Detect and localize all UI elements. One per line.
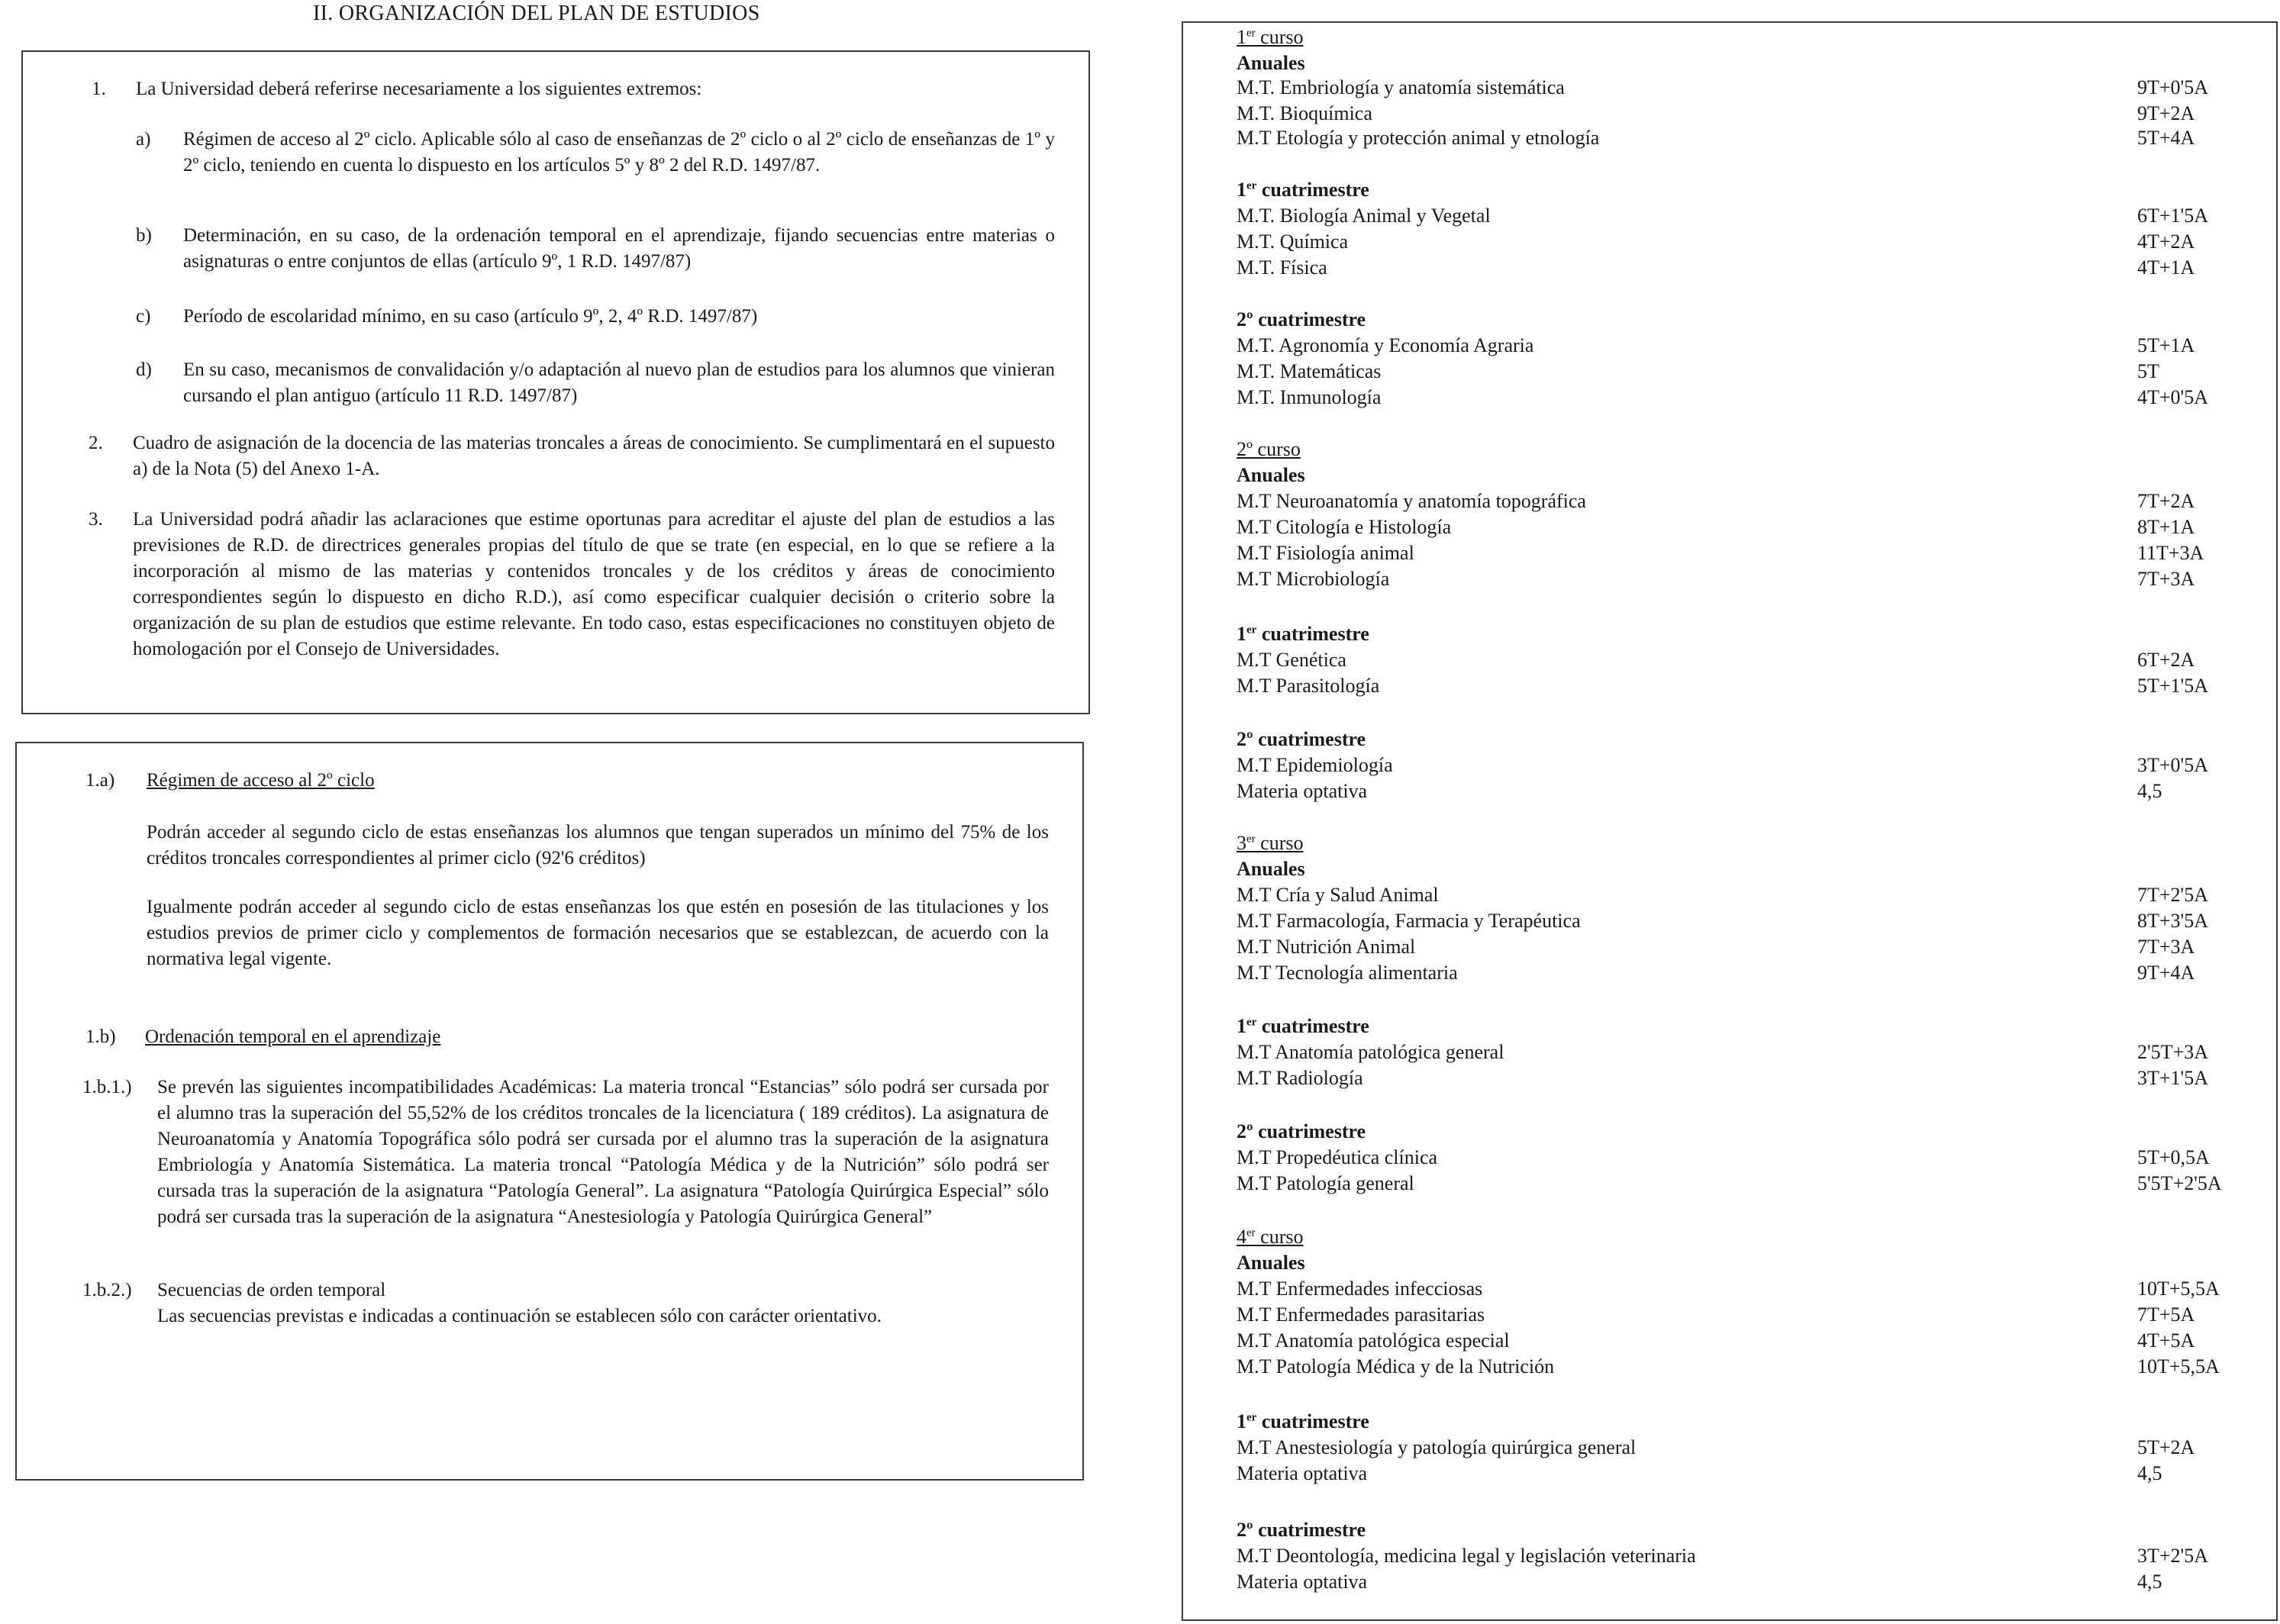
section-heading: Régimen de acceso al 2º ciclo — [147, 770, 375, 791]
section-heading: 1er cuatrimestre — [1237, 623, 1369, 645]
study-plan-box: 1er curso Anuales M.T. Embriología y anatomía sistemática 9T+0'5A M.T. Bioquímica 9T+2A M.T Etología y protección animal y etnología 5T+4A 1er cuatrimestre M.T. Biología Animal y Vegetal 6T+1'5A M.T. Química 4T+2A M.T. Física 4T+1A 2º cuatrimestre M.T. Agronomía y Economía Agraria 5T+1A M.T. Matemáticas 5T M.T. Inmunología 4T+0'5A 2º curso Anuales M.T Neuroanatomía y anatomía topográfica 7T+2A M.T Citología e Histología 8T+1A M.T Fisiología animal 11T+3A M.T Microbiología 7T+3A 1er cuatrimestre M.T Genética 6T+2A M.T Parasitología 5T+1'5A 2º cuatrimestre M.T Epidemiología 3T+0'5A Materia optativa 4,5 3er curso Anuales M.T Cría y Salud Animal 7T+2'5A M.T Farmacología, Farmacia y Terapéutica 8T+3'5A M.T Nutrición Animal 7T+3A M.T Tecnología alimentaria 9T+4A 1er cuatrimestre M.T Anatomía patológica general 2'5T+3A M.T Radiología 3T+1'5A 2º cuatrimestre M.T Propedéutica clínica 5T+0,5A M.T Patología general 5'5T+2'5A 4er curso Anuales M.T Enfermedades infecciosas 10T+5,5A M.T Enfermedades parasitarias 7T+5A M.T Anatomía patológica especial 4T+5A M.T Patología Médica y de la Nutrición 10T+5,5A 1er cuatrimestre M.T Anestesiología y patología quirúrgica general 5T+2A Materia optativa 4,5 2º cuatrimestre M.T Deontología, medicina legal y legislación veterinaria 3T+2'5A Materia optativa 4,5 — [1182, 21, 2278, 1621]
section-heading: 2º cuatrimestre — [1237, 728, 1366, 750]
section-heading: Anuales — [1237, 1252, 1305, 1274]
subitem-label: d) — [136, 359, 152, 380]
section-heading: 2º cuatrimestre — [1237, 1519, 1366, 1541]
section-heading: 1er cuatrimestre — [1237, 1015, 1369, 1037]
instructions-box — [21, 50, 1090, 714]
section-number: 1.b) — [85, 1026, 116, 1047]
section-heading: 2º cuatrimestre — [1237, 308, 1366, 330]
item-text: La Universidad podrá añadir las aclaraciones que estime oportunas para acreditar el ajuste del plan de estudios a las previsiones de R.D. de directrices generales propias del título de que se trate (en especial, en lo que se refiere a la incorporación al mismo de las materias y contenidos troncales y de los créditos y áreas de conocimiento correspondientes según lo dispuesto en dicho R.D.), así como especificar cualquier decisión o criterio sobre la organización de su plan de estudios que estime relevante. En todo caso, estas especificaciones no constituyen objeto de homologación por el Consejo de Universidades. — [133, 509, 1055, 659]
section-heading: 1er cuatrimestre — [1237, 1410, 1369, 1432]
course-heading: 2º curso — [1237, 438, 1301, 460]
item-number: 3. — [89, 509, 103, 530]
paragraph: Podrán acceder al segundo ciclo de estas enseñanzas los alumnos que tengan superados un mínimo del 75% de los créditos troncales correspondientes al primer ciclo (92'6 créditos) — [147, 822, 1049, 868]
section-heading: Ordenación temporal en el aprendizaje — [145, 1026, 441, 1047]
paragraph: Las secuencias previstas e indicadas a continuación se establecen sólo con carácter orientativo. — [157, 1306, 882, 1326]
paragraph: Igualmente podrán acceder al segundo ciclo de estas enseñanzas los que estén en posesión de las titulaciones y los estudios previos de primer ciclo y complementos de formación necesarios que se establezcan, de acuerdo con la normativa legal vigente. — [147, 897, 1049, 969]
subsection-number: 1.b.1.) — [82, 1077, 132, 1097]
course-heading: 4er curso — [1237, 1226, 1304, 1248]
course-heading: 3er curso — [1237, 832, 1304, 854]
subitem-text: Determinación, en su caso, de la ordenación temporal en el aprendizaje, fijando secuencias entre materias o asignaturas o entre conjuntos de ellas (artículo 9º, 1 R.D. 1497/87) — [183, 225, 1055, 272]
subitem-text: Régimen de acceso al 2º ciclo. Aplicable sólo al caso de enseñanzas de 2º ciclo o al 2º ciclo de enseñanzas de 1º y 2º ciclo, teniendo en cuenta lo dispuesto en los artículos 5º y 8º 2 del R.D. 1497/87. — [183, 129, 1055, 176]
item-number: 1. — [92, 79, 106, 99]
subitem-label: c) — [136, 306, 151, 327]
subitem-label: b) — [136, 225, 152, 246]
item-number: 2. — [89, 433, 103, 453]
paragraph: Se prevén las siguientes incompatibilidades Académicas: La materia troncal “Estancias” sólo podrá ser cursada por el alumno tras la superación del 55,52% de los créditos troncales de la licenciatura ( 189 créditos). La asignatura de Neuroanatomía y Anatomía Topográfica sólo podrá ser cursada por el alumno tras la superación de la asignatura Embriología y Anatomía Sistemática. La materia troncal “Patología Médica y de la Nutrición” sólo podrá ser cursada tras la superación de la asignatura “Patología General”. La asignatura “Patología Quirúrgica Especial” sólo podrá ser cursada tras la superación de la asignatura “Anestesiología y Patología Quirúrgica General” — [157, 1077, 1049, 1227]
subsection-number: 1.b.2.) — [82, 1280, 132, 1300]
page-title: II. ORGANIZACIÓN DEL PLAN DE ESTUDIOS — [313, 2, 760, 25]
section-heading: 1er cuatrimestre — [1237, 179, 1369, 201]
section-heading: Anuales — [1237, 464, 1305, 486]
paragraph: Secuencias de orden temporal — [157, 1280, 386, 1300]
access-regime-box — [15, 742, 1084, 1481]
course-heading: 1er curso — [1237, 26, 1304, 48]
subitem-label: a) — [136, 129, 151, 150]
section-heading: Anuales — [1237, 858, 1305, 880]
item-text: Cuadro de asignación de la docencia de las materias troncales a áreas de conocimiento. Se cumplimentará en el supuesto a) de la Nota (5) del Anexo 1-A. — [133, 433, 1055, 479]
section-heading: 2º cuatrimestre — [1237, 1120, 1366, 1142]
subitem-text: En su caso, mecanismos de convalidación y/o adaptación al nuevo plan de estudios para los alumnos que vinieran cursando el plan antiguo (artículo 11 R.D. 1497/87) — [183, 359, 1055, 406]
section-number: 1.a) — [85, 770, 115, 791]
section-heading: Anuales — [1237, 52, 1305, 74]
item-text: La Universidad deberá referirse necesariamente a los siguientes extremos: — [136, 79, 702, 99]
subitem-text: Período de escolaridad mínimo, en su caso (artículo 9º, 2, 4º R.D. 1497/87) — [183, 306, 758, 327]
